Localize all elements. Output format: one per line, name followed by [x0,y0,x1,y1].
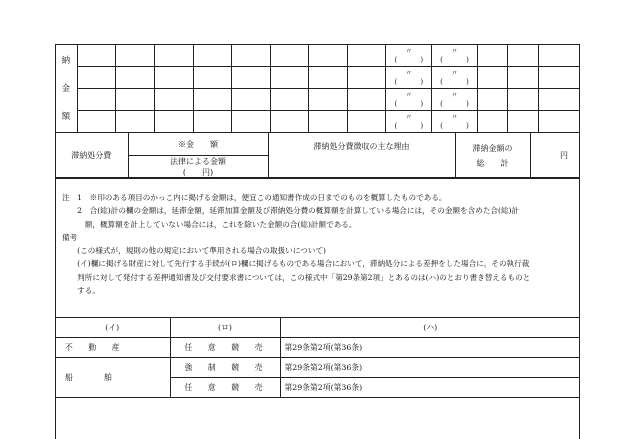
paren-open: ( [394,77,398,86]
paren-close: ) [420,55,424,64]
realestate-nini: 任 意 競 売 [170,338,280,358]
ship-kyosei-rule: 第29条第2項(第36条) [280,358,580,378]
realestate-label: 不 動 産 [65,343,120,352]
paren-close: ) [420,99,424,108]
delinquency-label: 滞納処分費 [55,133,128,179]
paren-open: ( [440,121,443,130]
ditto-mark: 〃 [405,112,413,121]
total-label-line1: 滞納金額の [472,143,513,153]
ditto-mark: 〃 [405,68,413,77]
side-char: 額 [61,111,71,122]
remark-3: 判所に対して発付する差押通知書及び交付要求書については，この様式中「第29条第2項」とあるのは(ハ)のとおり書き替えるものと [62,272,531,282]
legal-label: 法律による金額 [170,157,226,166]
paren-open: ( [440,99,443,108]
ditto-mark: 〃 [405,46,413,55]
header-i: (イ) [55,318,170,338]
ship-nini-rule: 第29条第2項(第36条) [280,378,580,398]
paren-open: ( [394,121,398,130]
remark-1: (この様式が，規則の他の規定において準用される場合の取扱いについて) [62,246,326,256]
paren-open: ( [440,77,443,86]
ship-label: 船 舶 [65,373,112,382]
note-1: 注 1 ※印のある項目のかっこ内に掲げる金額は，便宜この通知書作成の日までのものを概算したものである。 [62,193,447,202]
remark-2: (イ)欄に掲げる財産に対して先行する手続が(ロ)欄に掲げるものである場合において，滞納処分による差押をした場合に，その執行裁 [62,259,530,269]
header-ha: (ハ) [280,318,580,338]
paren-open: ( [394,55,398,64]
remarks-heading: 備考 [62,232,78,242]
total-yen: 円 [530,133,580,179]
note-2a: 2 合(総)計の欄の金額は，延滞金額，延滞加算金額及び滞納処分費の概算額を計算している場合には，その金額を含めた合(総)計 [62,206,520,216]
side-char: 金 [61,83,71,94]
remark-4: する。 [62,286,100,296]
ship-nini: 任 意 競 売 [170,378,280,398]
ditto-mark: 〃 [450,112,458,121]
ditto-mark: 〃 [405,90,413,99]
note-2b: 額，概算額を計上していない場合には，これを除いた金額の合(総)計額である。 [62,219,357,229]
paren-close: ) [420,121,424,130]
paren-close: ) [420,77,424,86]
ditto-mark: 〃 [450,68,458,77]
header-ro: (ロ) [170,318,280,338]
ship-kyosei: 強 制 競 売 [170,358,280,378]
ditto-mark: 〃 [450,90,458,99]
side-char: 納 [61,55,71,66]
paren-open: ( [440,55,443,64]
paren-close: ) [466,99,469,108]
form-frame [55,44,580,439]
ditto-mark: 〃 [450,46,458,55]
paren-close: ) [466,121,469,130]
reason-label: 滞納処分費徴収の主な理由 [268,133,455,179]
legal-paren: ( 円) [182,168,214,177]
paren-close: ) [466,55,469,64]
paren-close: ) [466,77,469,86]
amount-label: ※金 額 [128,133,268,156]
realestate-rule: 第29条第2項(第36条) [280,338,580,358]
paren-open: ( [394,99,398,108]
total-label-line2: 総 計 [476,158,509,168]
